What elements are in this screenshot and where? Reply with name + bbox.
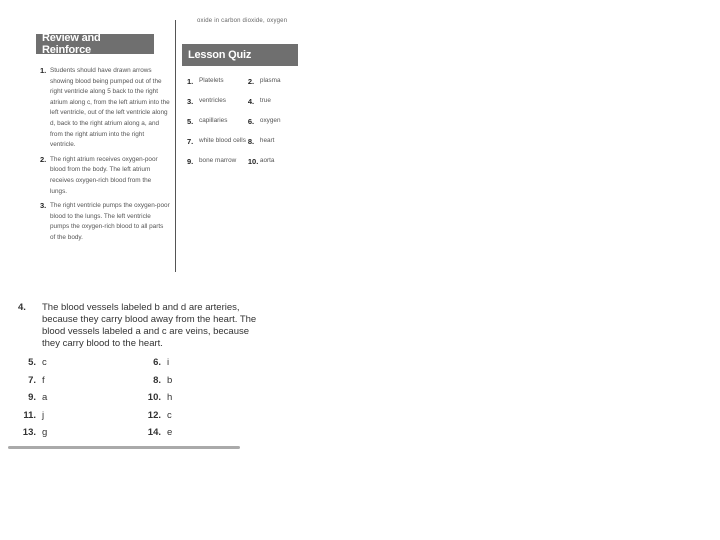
list-item — [40, 155, 170, 197]
answer-number: 12. — [147, 409, 161, 421]
answer-number: 4. — [247, 97, 255, 106]
quiz-answer — [187, 97, 248, 106]
answer-number: 6. — [247, 117, 255, 126]
answer-number: 7. — [28, 374, 36, 386]
answer — [18, 375, 143, 386]
item-number: 2. — [40, 154, 47, 164]
answer — [18, 427, 143, 438]
answer-row — [18, 372, 268, 390]
item-number: 3. — [40, 201, 47, 211]
answer — [143, 392, 268, 403]
quiz-answer — [248, 117, 297, 126]
quiz-answer — [187, 157, 248, 166]
lesson-quiz-title: Lesson Quiz — [188, 49, 252, 61]
answer-text: true — [259, 97, 271, 104]
item-number: 1. — [40, 66, 47, 75]
quiz-answer — [248, 137, 297, 146]
answer-letter: c — [167, 409, 172, 421]
lesson-quiz-header — [182, 44, 298, 66]
answer-row — [18, 407, 268, 425]
answer-text: capillaries — [199, 117, 228, 124]
question-answer-text: The blood vessels labeled b and d are arteries, because they carry blood away from the heart. The blood vessels labeled a and c are veins, because they carry blood to the heart. — [42, 302, 257, 349]
answer-letter: e — [167, 427, 173, 439]
answer — [18, 410, 143, 421]
lesson-quiz-answers — [187, 77, 297, 177]
answer-letter: i — [167, 357, 170, 369]
review-reinforce-header — [36, 34, 154, 54]
list-item — [40, 66, 170, 151]
answer-number: 8. — [153, 374, 161, 386]
answer — [143, 410, 268, 421]
answer — [18, 392, 143, 403]
quiz-answer — [187, 77, 248, 86]
item-text: The right ventricle pumps the oxygen-poor blood to the lungs. The left ventricle pumps the oxygen-rich blood to all parts of the body. — [50, 202, 170, 241]
question-4 — [18, 302, 268, 350]
answer-text: Platelets — [199, 77, 224, 84]
quiz-row — [187, 77, 297, 97]
answer-number: 14. — [147, 427, 161, 439]
answer-key-section — [18, 302, 268, 442]
answer — [18, 357, 143, 368]
answer — [143, 357, 268, 368]
answer — [143, 375, 268, 386]
quiz-answer — [248, 97, 297, 106]
answer-number: 5. — [28, 357, 36, 369]
quiz-row — [187, 137, 297, 157]
answer-text: ventricles — [199, 97, 226, 104]
answer-row — [18, 389, 268, 407]
answer-number: 5. — [187, 117, 194, 126]
answer-letter: g — [42, 427, 48, 439]
item-text: Students should have drawn arrows showing blood being pumped out of the right ventricle along 5 back to the right atrium along c, from the left atrium into the left ventricle, out of the left ventricle along d, back to the right atrium along a, and from the right atrium into the right ventricle. — [50, 67, 170, 149]
answer-text: white blood cells — [199, 137, 246, 144]
answer-letter: j — [42, 409, 45, 421]
quiz-answer — [248, 77, 297, 86]
answer-number: 13. — [22, 427, 36, 439]
answer-number: 6. — [153, 357, 161, 369]
cropped-top-text: oxide in carbon dioxide, oxygen — [197, 18, 288, 24]
review-reinforce-title: Review and Reinforce — [42, 32, 101, 56]
answer-text: bone marrow — [199, 157, 237, 164]
quiz-answer — [187, 117, 248, 126]
answer-letter: a — [42, 392, 48, 404]
answer-text: oxygen — [259, 117, 281, 124]
question-number: 4. — [18, 302, 26, 313]
quiz-answer — [187, 137, 248, 146]
answer-number: 7. — [187, 137, 194, 146]
answer — [143, 427, 268, 438]
quiz-row — [187, 117, 297, 137]
item-text: The right atrium receives oxygen-poor blood from the body. The left atrium receives oxygen-rich blood from the lungs. — [50, 155, 158, 195]
answer-number: 8. — [247, 137, 255, 146]
answer-number: 9. — [187, 157, 194, 166]
section-bottom-rule — [8, 446, 240, 449]
list-item — [40, 201, 170, 243]
answer-letter: h — [167, 392, 173, 404]
answer-text: aorta — [259, 157, 275, 164]
answer-letter: b — [167, 374, 173, 386]
answer-number: 11. — [23, 409, 36, 421]
answer-number: 1. — [187, 77, 194, 86]
answer-text: heart — [259, 137, 275, 144]
answer-number: 10. — [247, 157, 259, 166]
answer-text: plasma — [259, 77, 281, 84]
answer-number: 9. — [28, 392, 36, 404]
answer-number: 10. — [147, 392, 161, 404]
answer-number: 3. — [187, 97, 194, 106]
quiz-answer — [248, 157, 297, 166]
review-reinforce-list — [40, 66, 170, 248]
answer-number: 2. — [247, 77, 255, 86]
column-divider — [175, 20, 176, 272]
answer-letter: f — [42, 374, 45, 386]
answer-row — [18, 354, 268, 372]
quiz-row — [187, 157, 297, 177]
answer-letter: c — [42, 357, 47, 369]
quiz-row — [187, 97, 297, 117]
answer-row — [18, 424, 268, 442]
